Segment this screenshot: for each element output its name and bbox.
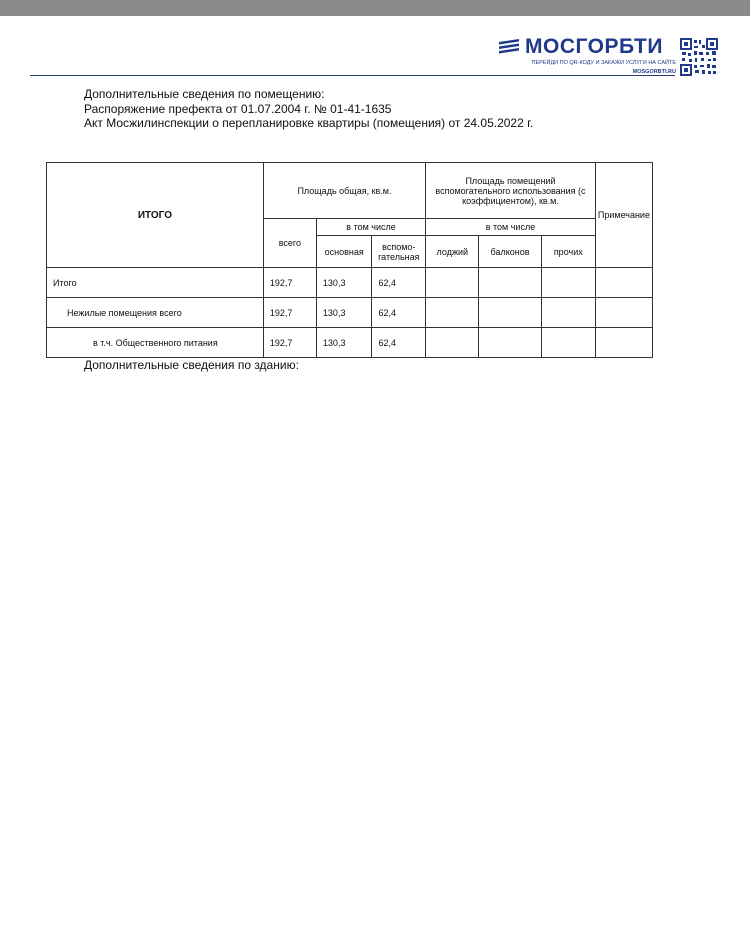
premises-info-heading: Дополнительные сведения по помещению: xyxy=(84,87,325,101)
table-row xyxy=(47,328,653,358)
row-note xyxy=(595,268,652,298)
header-other: прочих xyxy=(541,236,595,268)
row-main: 130,3 xyxy=(316,268,372,298)
row-balconies xyxy=(479,268,541,298)
row-note xyxy=(595,328,652,358)
table-row xyxy=(47,268,653,298)
row-note xyxy=(595,298,652,328)
row-balconies xyxy=(479,328,541,358)
table-row xyxy=(47,298,653,328)
table-title: ИТОГО xyxy=(47,163,264,268)
row-aux: 62,4 xyxy=(372,298,426,328)
header-loggias: лоджий xyxy=(426,236,479,268)
row-aux: 62,4 xyxy=(372,268,426,298)
brand-name: МОСГОРБТИ xyxy=(525,35,663,58)
header-main: основная xyxy=(316,236,372,268)
header-aux: вспомо-гательная xyxy=(372,236,426,268)
row-other xyxy=(541,298,595,328)
row-other xyxy=(541,268,595,298)
row-loggias xyxy=(426,298,479,328)
area-table xyxy=(46,162,653,358)
header-total-area: Площадь общая, кв.м. xyxy=(263,163,425,219)
row-main: 130,3 xyxy=(316,328,372,358)
row-aux: 62,4 xyxy=(372,328,426,358)
row-name: в т.ч. Общественного питания xyxy=(47,328,264,358)
header-total: всего xyxy=(263,219,316,268)
mosgorbti-logo xyxy=(498,36,678,76)
header-aux-area: Площадь помещений вспомогательного использования (с коэффициентом), кв.м. xyxy=(426,163,596,219)
row-main: 130,3 xyxy=(316,298,372,328)
row-name: Нежилые помещения всего xyxy=(47,298,264,328)
qr-code-icon xyxy=(680,38,718,76)
header-including-area: в том числе xyxy=(316,219,425,236)
header-note: Примечание xyxy=(595,163,652,268)
premises-info xyxy=(84,87,533,131)
row-other xyxy=(541,328,595,358)
row-loggias xyxy=(426,328,479,358)
header-including-aux: в том числе xyxy=(426,219,596,236)
building-info-heading: Дополнительные сведения по зданию: xyxy=(84,358,299,372)
row-total: 192,7 xyxy=(263,268,316,298)
row-name: Итого xyxy=(47,268,264,298)
row-total: 192,7 xyxy=(263,298,316,328)
top-gray-bar xyxy=(0,0,750,16)
brand-tagline: ПЕРЕЙДИ ПО QR-КОДУ И ЗАКАЖИ УСЛУГИ НА САЙТЕ xyxy=(531,60,676,66)
prefect-order: Распоряжение префекта от 01.07.2004 г. № 01-41-1635 xyxy=(84,101,392,116)
brand-site: MOSGORBTI.RU xyxy=(632,69,676,75)
row-loggias xyxy=(426,268,479,298)
header-divider xyxy=(30,75,675,76)
row-total: 192,7 xyxy=(263,328,316,358)
header-balconies: балконов xyxy=(479,236,541,268)
row-balconies xyxy=(479,298,541,328)
inspection-act: Акт Мосжилинспекции о перепланировке квартиры (помещения) от 24.05.2022 г. xyxy=(84,116,534,130)
building-logo-icon xyxy=(498,38,520,56)
